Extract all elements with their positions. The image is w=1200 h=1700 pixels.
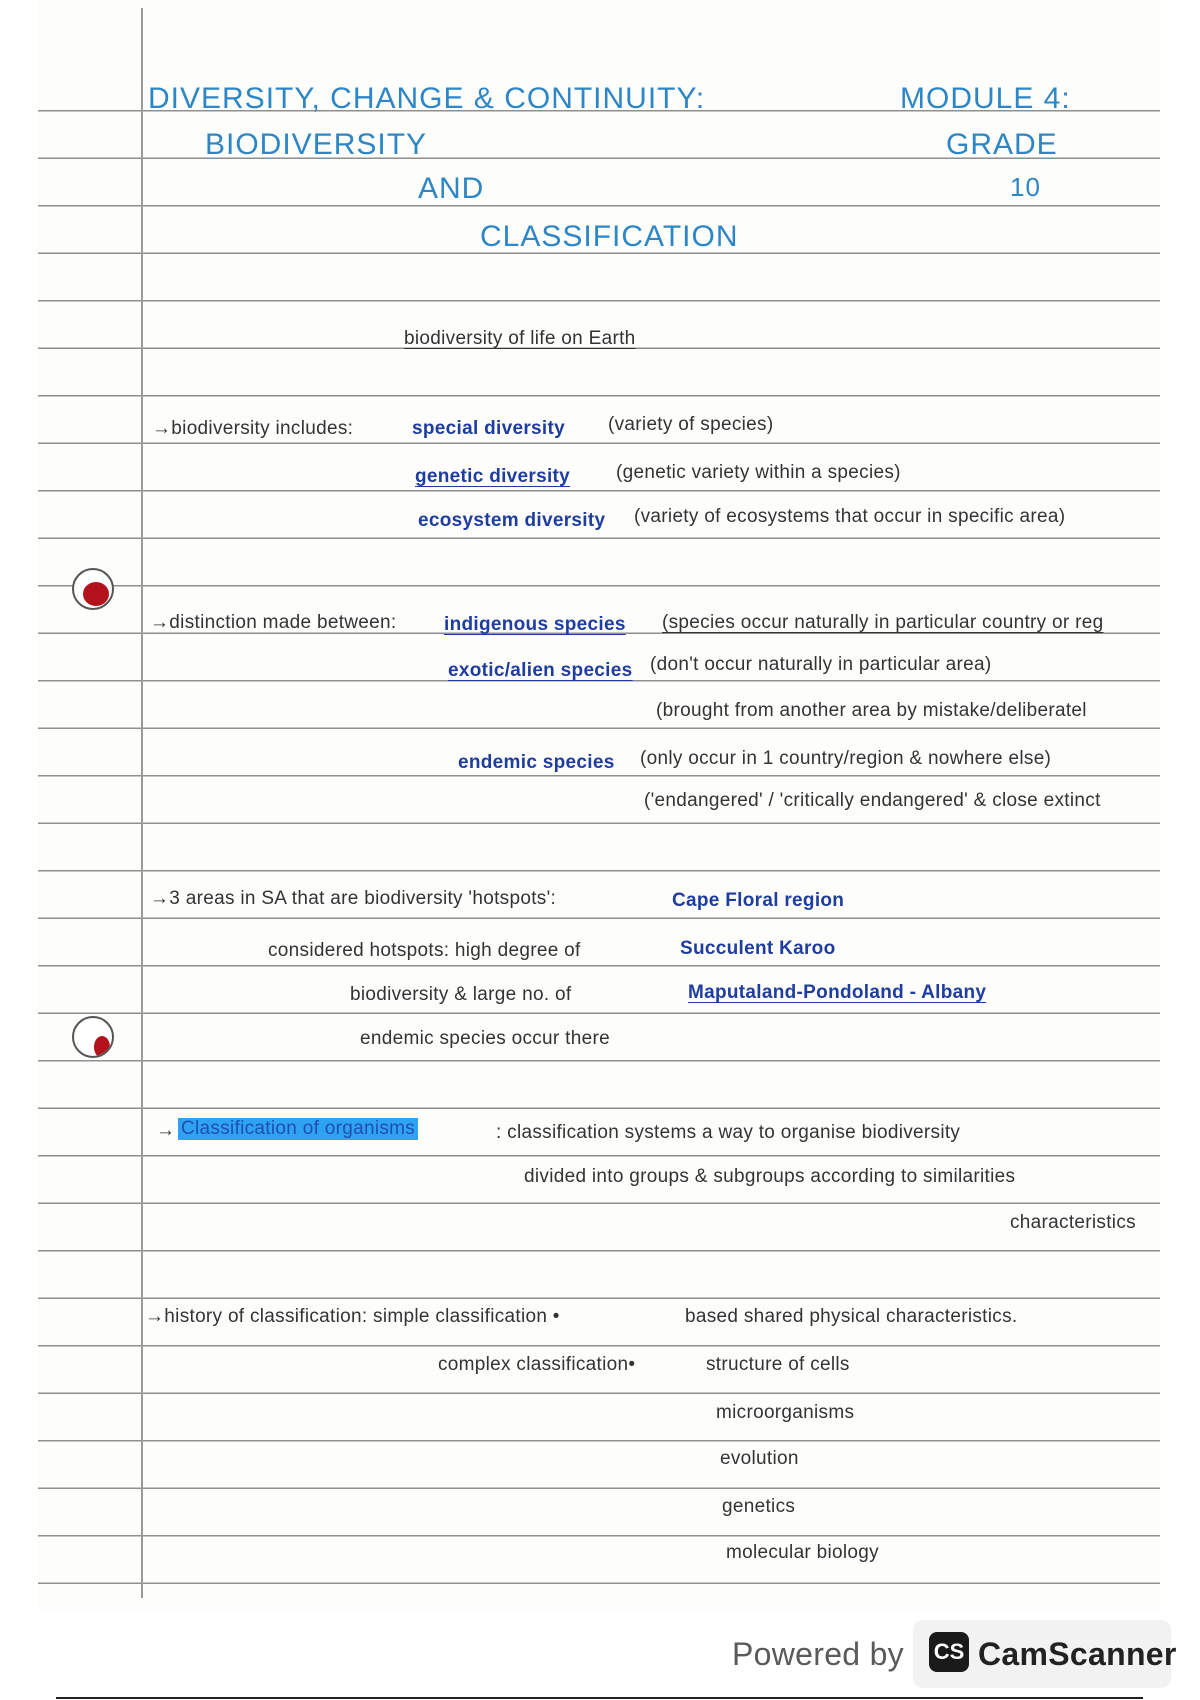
term-ecosystem-diversity: ecosystem diversity bbox=[418, 510, 606, 531]
desc-endemic-species: (only occur in 1 country/region & nowhere else) bbox=[640, 748, 1052, 769]
region-cape-floral: Cape Floral region bbox=[672, 890, 845, 911]
desc-endemic-species-2: ('endangered' / 'critically endangered' & close extinct bbox=[644, 790, 1101, 811]
title-line-2: BIODIVERSITY bbox=[205, 128, 428, 161]
grade-label: GRADE bbox=[946, 128, 1058, 161]
title-line-4: CLASSIFICATION bbox=[480, 220, 739, 253]
history-intro: →history of classification: simple classification • bbox=[145, 1306, 560, 1327]
region-maputaland: Maputaland-Pondoland - Albany bbox=[688, 982, 987, 1003]
biodiversity-intro: →biodiversity includes: bbox=[152, 418, 354, 439]
history-complex-label: complex classification• bbox=[438, 1354, 636, 1375]
term-classification: Classification of organisms bbox=[178, 1118, 418, 1140]
section-subtitle: biodiversity of life on Earth bbox=[404, 328, 636, 349]
title-line-3: AND bbox=[418, 172, 485, 205]
punch-hole-bottom bbox=[72, 1016, 114, 1058]
term-indigenous-species: indigenous species bbox=[444, 614, 626, 635]
module-label: MODULE 4: bbox=[900, 82, 1071, 115]
margin-line bbox=[141, 8, 143, 1598]
complex-item-genetics: genetics bbox=[722, 1496, 796, 1517]
term-endemic-species: endemic species bbox=[458, 752, 615, 773]
complex-item-evolution: evolution bbox=[720, 1448, 799, 1469]
title-line-1: DIVERSITY, CHANGE & CONTINUITY: bbox=[148, 82, 706, 115]
history-simple-desc: based shared physical characteristics. bbox=[685, 1306, 1018, 1327]
term-genetic-diversity: genetic diversity bbox=[415, 466, 571, 487]
punch-hole-top bbox=[72, 568, 114, 610]
complex-item-microorganisms: microorganisms bbox=[716, 1402, 855, 1423]
camscanner-brand: CamScanner bbox=[978, 1636, 1177, 1672]
term-special-diversity: special diversity bbox=[412, 418, 565, 439]
desc-classification-3: characteristics bbox=[1010, 1212, 1136, 1233]
classification-arrow: → bbox=[156, 1120, 176, 1141]
complex-item-cells: structure of cells bbox=[706, 1354, 850, 1375]
grade-value: 10 bbox=[1010, 172, 1041, 202]
powered-by-text: Powered by bbox=[732, 1636, 904, 1672]
desc-indigenous-species: (species occur naturally in particular country or reg bbox=[662, 612, 1104, 633]
hotspot-note-3: endemic species occur there bbox=[360, 1028, 610, 1049]
desc-special-diversity: (variety of species) bbox=[608, 414, 774, 435]
hotspot-note-1: considered hotspots: high degree of bbox=[268, 940, 581, 961]
region-succulent-karoo: Succulent Karoo bbox=[680, 938, 836, 959]
hotspots-intro: →3 areas in SA that are biodiversity 'hotspots': bbox=[150, 888, 557, 909]
camscanner-logo-icon: CS bbox=[929, 1632, 969, 1672]
desc-genetic-diversity: (genetic variety within a species) bbox=[616, 462, 901, 483]
complex-item-molecular-biology: molecular biology bbox=[726, 1542, 879, 1563]
bottom-rule bbox=[56, 1697, 1143, 1699]
desc-ecosystem-diversity: (variety of ecosystems that occur in specific area) bbox=[634, 506, 1066, 527]
desc-classification-2: divided into groups & subgroups according to similarities bbox=[524, 1166, 1016, 1187]
desc-exotic-species-2: (brought from another area by mistake/deliberatel bbox=[656, 700, 1087, 721]
hotspot-note-2: biodiversity & large no. of bbox=[350, 984, 572, 1005]
desc-exotic-species: (don't occur naturally in particular area) bbox=[650, 654, 992, 675]
species-intro: →distinction made between: bbox=[150, 612, 397, 633]
term-exotic-species: exotic/alien species bbox=[448, 660, 633, 681]
desc-classification-1: : classification systems a way to organise biodiversity bbox=[496, 1122, 961, 1143]
